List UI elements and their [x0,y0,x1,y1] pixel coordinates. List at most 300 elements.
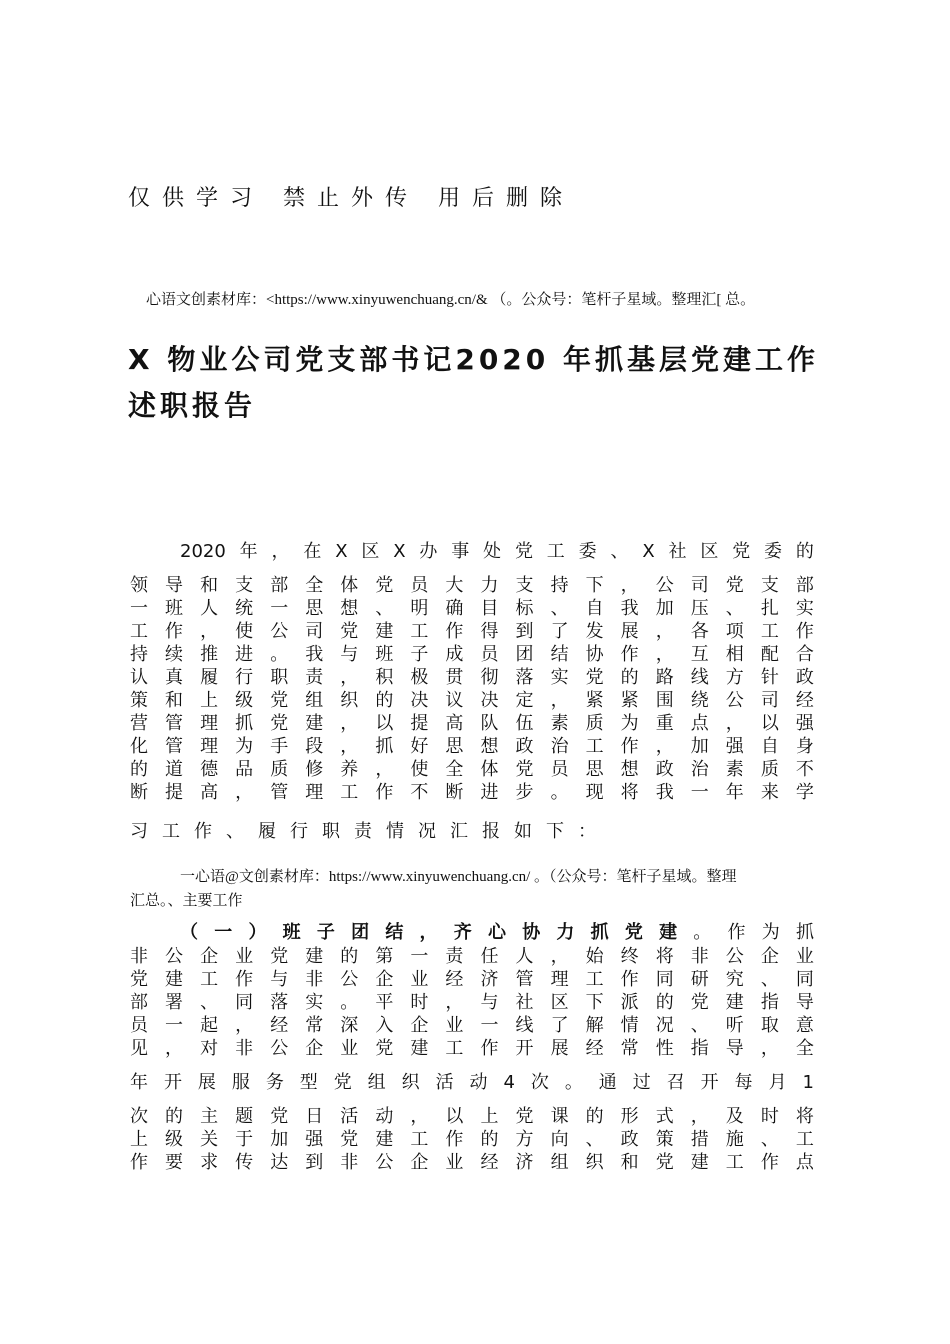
text-glyph: 一 [270,598,289,619]
text-glyph: 管 [165,736,184,757]
paragraph-line [130,644,814,666]
paragraph-line [130,782,814,804]
text-glyph: 开 [163,1072,182,1093]
text-glyph: 。 [270,644,289,665]
text-glyph: ， [419,922,438,943]
paragraph-line [180,541,814,563]
text-glyph: 治 [550,736,569,757]
text-glyph: ， [655,736,674,757]
text-glyph: 企 [200,946,219,967]
paragraph-line [130,759,814,781]
text-glyph: 组 [367,1072,386,1093]
text-glyph: 次 [130,1106,148,1127]
text-glyph: 结 [385,922,404,943]
text-glyph: 加 [655,598,674,619]
text-glyph: 社 [515,992,534,1013]
paragraph-line [130,1015,814,1037]
text-glyph: 办 [419,541,438,562]
text-glyph: 团 [351,922,370,943]
text-glyph: 党 [270,690,289,711]
text-glyph: 工 [795,1129,814,1150]
text-glyph: 党 [340,621,359,642]
text-glyph: 班 [375,644,394,665]
text-glyph: 下 [585,575,604,596]
text-glyph: 达 [270,1152,289,1173]
text-glyph: 作 [445,621,464,642]
text-glyph: 体 [480,759,499,780]
text-glyph: ， [550,690,569,711]
paragraph-line [130,690,814,712]
text-glyph: 开 [700,1072,719,1093]
text-glyph: 齐 [453,922,472,943]
text-glyph: 一 [130,598,148,619]
text-glyph: 建 [659,922,678,943]
text-glyph: 素 [550,713,569,734]
text-glyph: 定 [515,690,534,711]
text-glyph: 针 [760,667,779,688]
text-glyph: 自 [760,736,779,757]
text-glyph: 企 [375,969,394,990]
text-glyph: 责 [305,667,324,688]
paragraph-line [130,946,814,968]
text-glyph: 彻 [480,667,499,688]
text-glyph: 营 [130,713,148,734]
text-glyph: 公 [725,946,744,967]
text-glyph: 点 [795,1152,814,1173]
text-glyph: 责 [445,946,464,967]
text-glyph: 工 [725,1152,744,1173]
text-glyph: 以 [760,713,779,734]
text-glyph: 作 [130,1152,148,1173]
text-glyph: 织 [401,1072,420,1093]
text-glyph: 党 [514,541,533,562]
text-glyph: 进 [235,644,254,665]
text-glyph: 全 [795,1038,814,1059]
text-glyph: 在 [303,541,322,562]
text-glyph: 的 [375,690,394,711]
text-glyph: 结 [550,644,569,665]
text-glyph: 我 [655,782,674,803]
text-glyph: 策 [655,1129,674,1150]
text-glyph: 落 [270,992,289,1013]
text-glyph: 党 [130,969,148,990]
text-glyph: 业 [445,1015,464,1036]
text-glyph: 部 [270,575,289,596]
text-glyph: 政 [795,667,814,688]
text-glyph: 派 [620,992,639,1013]
text-glyph: 治 [690,759,709,780]
text-glyph: 党 [515,759,534,780]
text-glyph: 德 [200,759,219,780]
text-glyph: 一 [214,922,233,943]
text-glyph: 服 [231,1072,250,1093]
text-glyph: 。 [564,1072,583,1093]
text-glyph: 现 [585,782,604,803]
text-glyph: 导 [725,1038,744,1059]
text-glyph: 非 [690,946,709,967]
text-glyph: 工 [200,969,219,990]
text-glyph: 工 [340,782,359,803]
paragraph-line [130,1038,814,1060]
text-glyph: 员 [550,759,569,780]
text-glyph: 履 [200,667,219,688]
text-glyph: 工 [410,621,429,642]
text-glyph: 一 [165,1015,184,1036]
section-heading-line [180,922,814,944]
text-glyph: 主 [200,1106,219,1127]
text-glyph: 政 [515,736,534,757]
text-glyph: 、 [760,1129,779,1150]
text-glyph: 高 [445,713,464,734]
text-glyph: ， [620,575,639,596]
text-glyph: 为 [761,922,780,943]
text-glyph: 政 [620,1129,639,1150]
text-glyph: 司 [305,621,324,642]
text-glyph: 将 [655,946,674,967]
text-glyph: 日 [305,1106,324,1127]
text-glyph: ， [340,667,359,688]
text-glyph: ， [235,782,254,803]
text-glyph: 班 [165,598,184,619]
text-glyph: 强 [725,736,744,757]
text-glyph: 建 [165,969,184,990]
text-glyph: 支 [235,575,254,596]
text-glyph: 贯 [445,667,464,688]
text-glyph: 员 [480,644,499,665]
text-glyph: 极 [410,667,429,688]
text-glyph: 理 [550,969,569,990]
text-glyph: 非 [305,969,324,990]
text-glyph: 抓 [590,922,609,943]
text-glyph: 动 [375,1106,394,1127]
text-glyph: ， [271,541,290,562]
text-glyph: 行 [235,667,254,688]
text-glyph: 公 [725,690,744,711]
text-glyph: 、 [375,598,394,619]
text-glyph: 研 [690,969,709,990]
text-glyph: 深 [340,1015,359,1036]
text-glyph: ） [248,922,267,943]
text-glyph: 决 [480,690,499,711]
text-glyph: 施 [725,1129,744,1150]
text-glyph: 抓 [795,922,814,943]
text-glyph: 提 [410,713,429,734]
text-glyph: 级 [235,690,254,711]
text-glyph: 子 [410,644,429,665]
text-glyph: 建 [375,1129,394,1150]
text-glyph: 党 [655,1152,674,1173]
text-glyph: 的 [130,759,148,780]
text-glyph: 压 [690,598,709,619]
text-glyph: 建 [690,1152,709,1173]
text-glyph: 质 [585,713,604,734]
text-glyph: 同 [795,969,814,990]
text-glyph: 和 [200,575,219,596]
text-glyph: 解 [585,1015,604,1036]
text-glyph: 强 [305,1129,324,1150]
text-glyph: 。 [693,922,712,943]
text-glyph: 形 [620,1106,639,1127]
text-glyph: 究 [725,969,744,990]
text-glyph: 到 [515,621,534,642]
text-glyph: 济 [515,1152,534,1173]
text-glyph: 积 [375,667,394,688]
text-glyph: 建 [410,1038,429,1059]
text-glyph: 化 [130,736,148,757]
source-line-2-continued: 汇总。、主要工作 [130,893,243,909]
text-glyph: 党 [515,1106,534,1127]
text-glyph: 经 [585,1038,604,1059]
text-glyph: 配 [760,644,779,665]
text-glyph: 委 [578,541,597,562]
text-glyph: 对 [200,1038,219,1059]
text-glyph: 题 [235,1106,254,1127]
text-glyph: 的 [340,946,359,967]
text-glyph: 以 [375,713,394,734]
text-glyph: 持 [130,644,148,665]
text-glyph: 党 [340,1129,359,1150]
text-glyph: 。 [340,992,359,1013]
text-glyph: ， [235,1015,254,1036]
text-glyph: 作 [620,644,639,665]
text-glyph: 导 [165,575,184,596]
text-glyph: 绕 [690,690,709,711]
text-glyph: 经 [270,1015,289,1036]
text-glyph: 成 [445,644,464,665]
text-glyph: 管 [270,782,289,803]
text-glyph: 作 [165,621,184,642]
text-glyph: 非 [340,1152,359,1173]
text-glyph: 业 [410,969,429,990]
text-glyph: X [642,541,655,562]
text-glyph: 区 [361,541,380,562]
paragraph-line [130,667,814,689]
text-glyph: 党 [690,992,709,1013]
text-glyph: 、 [550,598,569,619]
text-glyph: 支 [760,575,779,596]
text-glyph: 指 [690,1038,709,1059]
text-glyph: 想 [340,598,359,619]
text-glyph: 年 [130,1072,148,1093]
text-glyph: 策 [130,690,148,711]
text-glyph: 事 [451,541,470,562]
text-glyph: 支 [515,575,534,596]
text-glyph: 业 [795,946,814,967]
text-glyph: 通 [598,1072,617,1093]
paragraph-line [130,1129,814,1151]
text-glyph: 工 [585,736,604,757]
text-glyph: 紧 [585,690,604,711]
text-glyph: 上 [480,1106,499,1127]
text-glyph: 围 [655,690,674,711]
text-glyph: 及 [725,1106,744,1127]
text-glyph: 党 [725,575,744,596]
text-glyph: 强 [795,713,814,734]
text-glyph: 见 [130,1038,148,1059]
text-glyph: 的 [795,541,814,562]
text-glyph: 思 [585,759,604,780]
text-glyph: ， [655,644,674,665]
text-glyph: 统 [235,598,254,619]
text-glyph: 落 [515,667,534,688]
text-glyph: 上 [130,1129,148,1150]
text-glyph: 业 [235,946,254,967]
text-glyph: 经 [480,1152,499,1173]
text-glyph: ， [340,736,359,757]
text-glyph: 型 [299,1072,318,1093]
text-glyph: 了 [550,621,569,642]
text-glyph: 实 [550,667,569,688]
text-glyph: 抓 [235,713,254,734]
text-glyph: 发 [585,621,604,642]
text-glyph: 听 [725,1015,744,1036]
text-glyph: 线 [690,667,709,688]
text-glyph: 企 [410,1152,429,1173]
paragraph-line [130,713,814,735]
document-title-line-2: 述职报告 [128,389,257,422]
paragraph-line [130,575,814,597]
text-glyph: 作 [445,1129,464,1150]
text-glyph: 于 [235,1129,254,1150]
text-glyph: 同 [235,992,254,1013]
text-glyph: 每 [734,1072,753,1093]
text-glyph: 、 [690,1015,709,1036]
text-glyph: 为 [620,713,639,734]
text-glyph: 上 [200,690,219,711]
text-glyph: 一 [480,1015,499,1036]
text-glyph: 工 [760,621,779,642]
text-glyph: ， [725,713,744,734]
text-glyph: 道 [165,759,184,780]
text-glyph: 区 [700,541,719,562]
text-glyph: 组 [305,690,324,711]
text-glyph: 与 [270,969,289,990]
text-glyph: 管 [515,969,534,990]
text-glyph: 推 [200,644,219,665]
text-glyph: 进 [480,782,499,803]
paragraph-line [130,736,814,758]
text-glyph: 2020 [180,541,226,562]
paragraph-line [130,969,814,991]
text-glyph: 济 [480,969,499,990]
text-glyph: 协 [585,644,604,665]
text-glyph: 了 [550,1015,569,1036]
text-glyph: 互 [690,644,709,665]
text-glyph: 展 [197,1072,216,1093]
text-glyph: 身 [795,736,814,757]
text-glyph: 作 [480,1038,499,1059]
text-glyph: 将 [620,782,639,803]
text-glyph: 常 [305,1015,324,1036]
text-glyph: 抓 [375,736,394,757]
text-glyph: 1 [802,1072,814,1093]
text-glyph: 班 [282,922,301,943]
text-glyph: 经 [445,969,464,990]
text-glyph: 手 [270,736,289,757]
text-glyph: 活 [340,1106,359,1127]
text-glyph: 务 [265,1072,284,1093]
text-glyph: 活 [435,1072,454,1093]
text-glyph: 的 [480,1129,499,1150]
source-line: 心语文创素材库：<https://www.xinyuwenchuang.cn/& （。公众号：笔杆子星域。整理汇[ 总。 [146,292,756,308]
text-glyph: 党 [270,946,289,967]
text-glyph: 步 [515,782,534,803]
text-glyph: 断 [445,782,464,803]
text-glyph: 委 [764,541,783,562]
text-glyph: 标 [515,598,534,619]
text-glyph: 非 [130,946,148,967]
text-glyph: 理 [200,736,219,757]
text-glyph: 公 [655,575,674,596]
text-glyph: 建 [725,992,744,1013]
text-glyph: 平 [375,992,394,1013]
text-glyph: 4 [503,1072,515,1093]
text-glyph: 项 [725,621,744,642]
paragraph-line [130,992,814,1014]
text-glyph: 业 [445,1152,464,1173]
text-glyph: 召 [666,1072,685,1093]
text-glyph: 党 [375,1038,394,1059]
text-glyph: 员 [410,575,429,596]
text-glyph: ， [760,1038,779,1059]
text-glyph: 企 [760,946,779,967]
text-glyph: 职 [270,667,289,688]
text-glyph: 取 [760,1015,779,1036]
text-glyph: 提 [165,782,184,803]
text-glyph: 素 [725,759,744,780]
text-glyph: 明 [410,598,429,619]
text-glyph: 加 [690,736,709,757]
text-glyph: 品 [235,759,254,780]
text-glyph: 公 [340,969,359,990]
text-glyph: 和 [165,690,184,711]
text-glyph: 路 [655,667,674,688]
text-glyph: 使 [235,621,254,642]
text-glyph: ， [200,621,219,642]
text-glyph: 将 [795,1106,814,1127]
text-glyph: 下 [585,992,604,1013]
text-glyph: 、 [610,541,629,562]
text-glyph: 况 [655,1015,674,1036]
text-glyph: 到 [305,1152,324,1173]
paragraph-line [130,1072,814,1094]
text-glyph: 高 [200,782,219,803]
text-glyph: 队 [480,713,499,734]
text-glyph: ， [655,621,674,642]
text-glyph: 起 [200,1015,219,1036]
text-glyph: 处 [483,541,502,562]
text-glyph: 情 [620,1015,639,1036]
text-glyph: 全 [305,575,324,596]
text-glyph: 。 [550,782,569,803]
text-glyph: 作 [620,969,639,990]
text-glyph: 伍 [515,713,534,734]
text-glyph: 月 [768,1072,787,1093]
text-glyph: 党 [270,713,289,734]
text-glyph: 续 [165,644,184,665]
text-glyph: 方 [725,667,744,688]
text-glyph: X [393,541,406,562]
text-glyph: 扎 [760,598,779,619]
text-glyph: 党 [270,1106,289,1127]
text-glyph: 时 [410,992,429,1013]
text-glyph: 第 [375,946,394,967]
text-glyph: 为 [235,736,254,757]
text-glyph: 协 [522,922,541,943]
text-glyph: （ [180,922,198,943]
text-glyph: 建 [375,621,394,642]
text-glyph: 团 [515,644,534,665]
